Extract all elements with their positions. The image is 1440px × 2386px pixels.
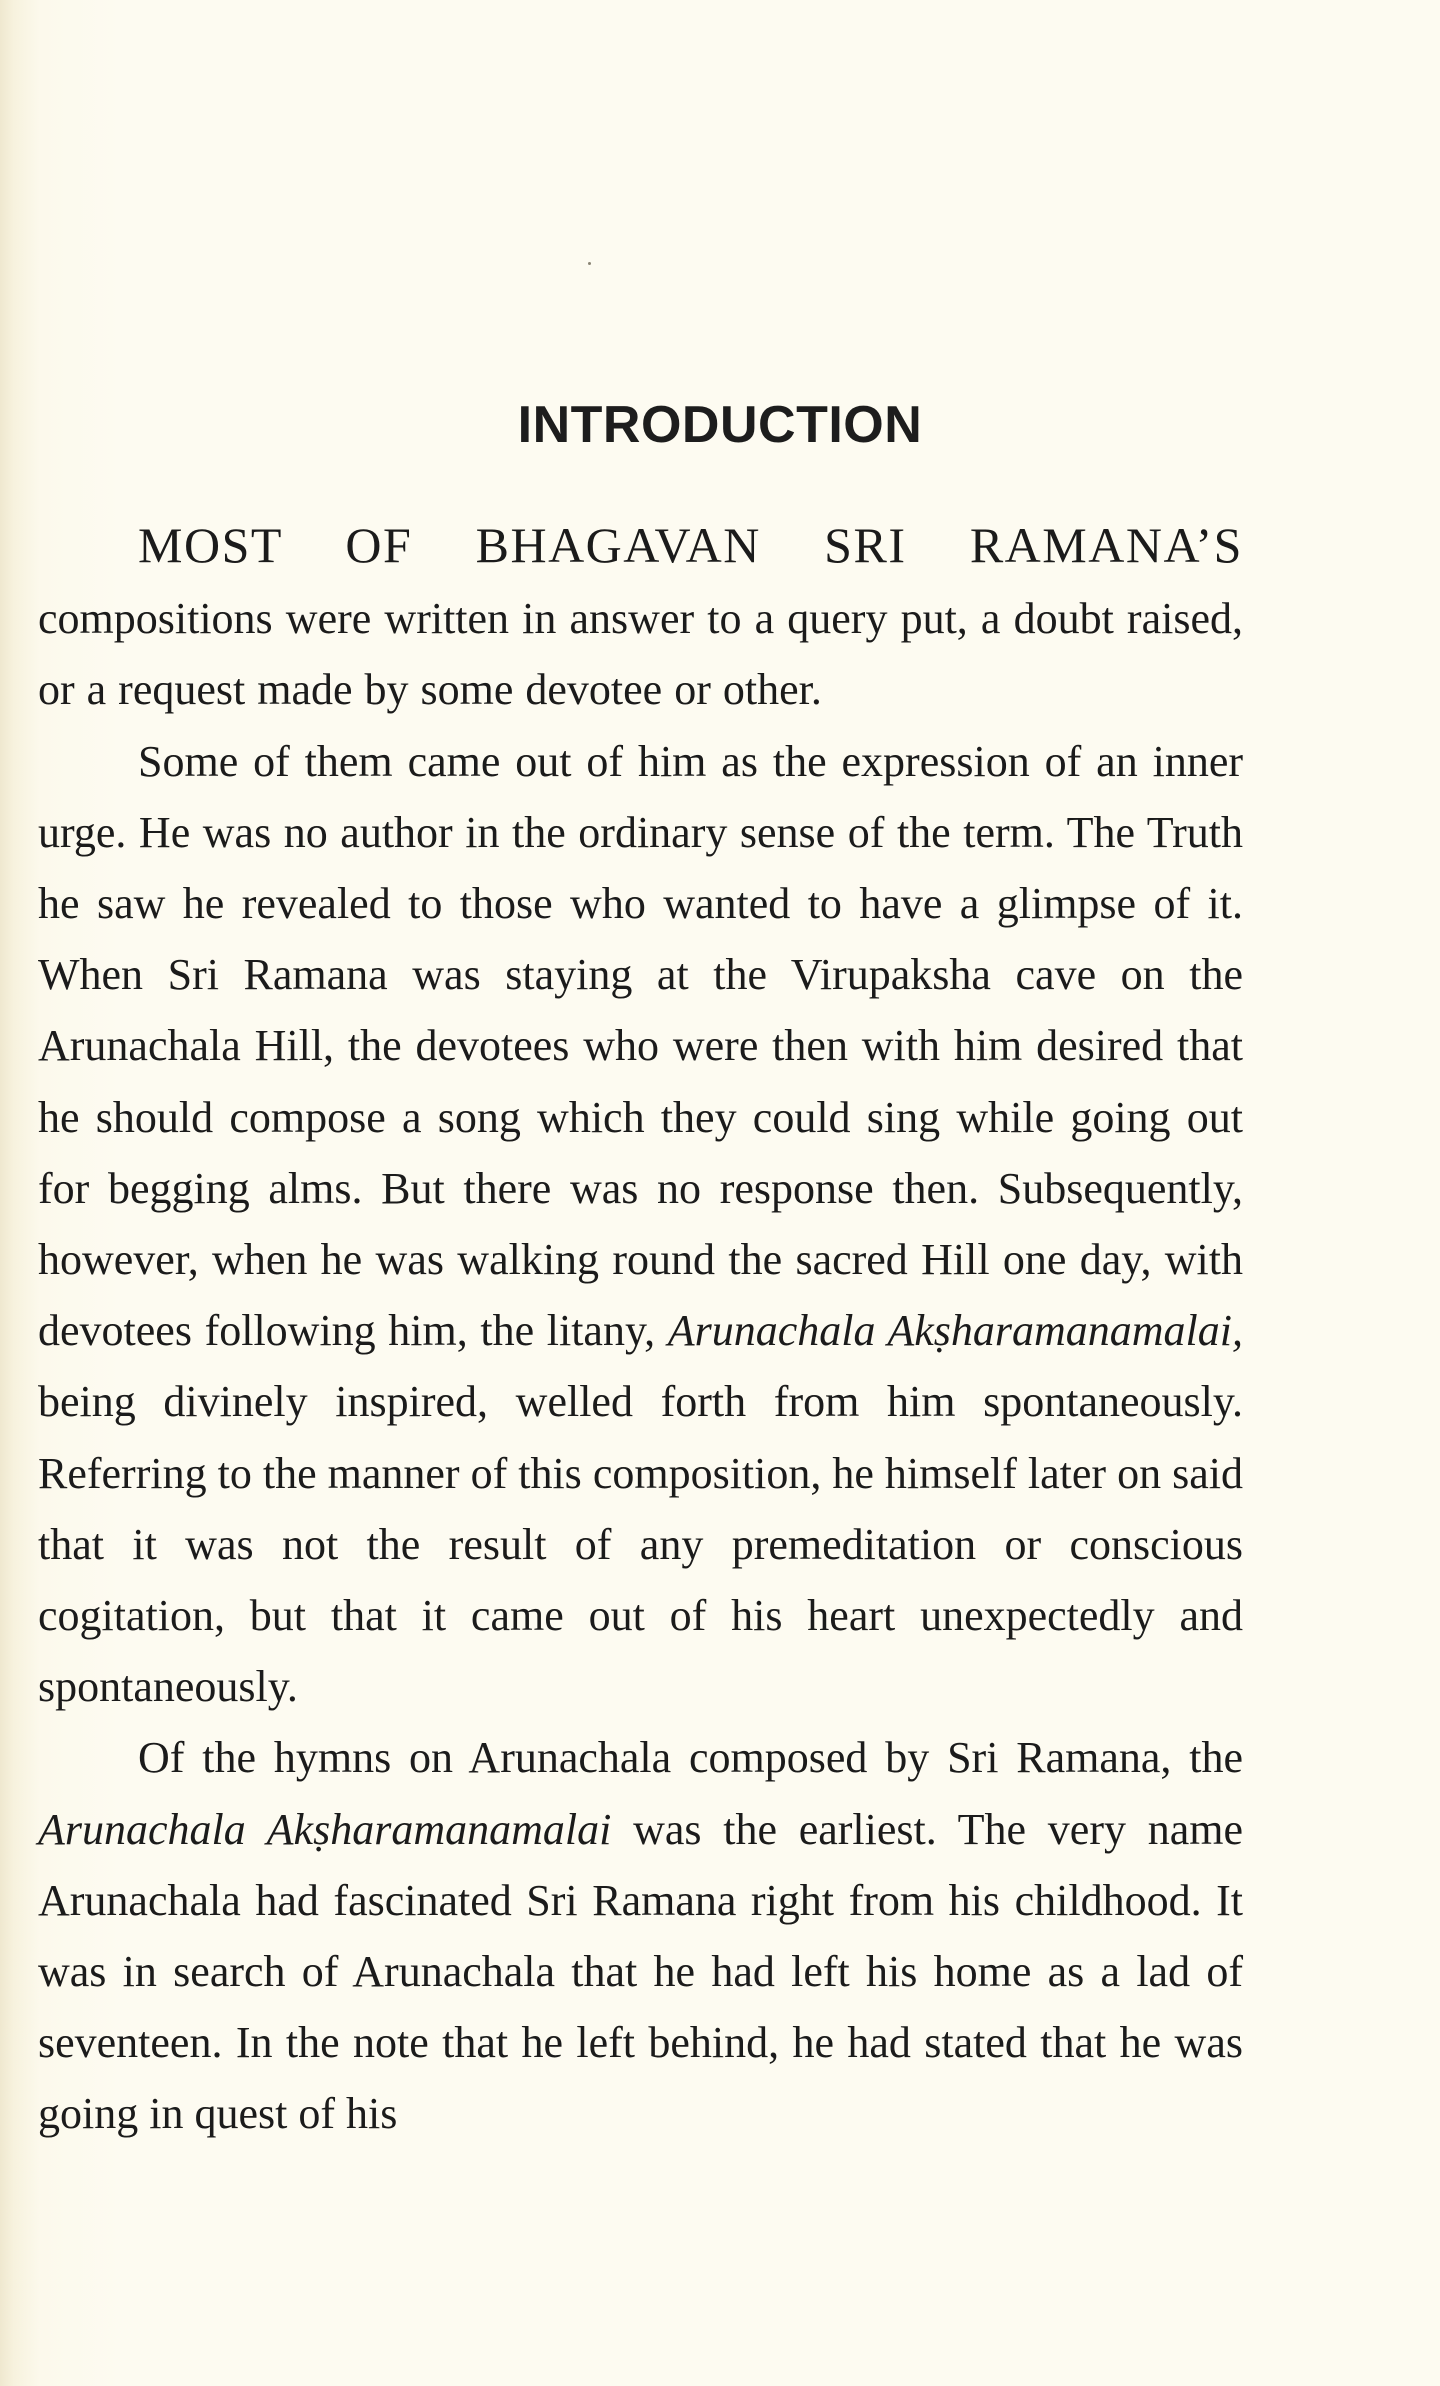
paragraph-3-text-a: Of the hymns on Arunachala composed by Sri Ramana, the [138,1733,1243,1783]
paragraph-2-title: Arunachala Akṣharamanamalai, [667,1306,1243,1356]
paragraph-3-title: Arunachala Akṣharamanamalai [38,1804,612,1854]
chapter-heading: INTRODUCTION [517,396,923,454]
paragraph-1-text: compositions were written in answer to a query put, a doubt raised, or a request made by some devotee or other. [38,594,1243,715]
paragraph-2-text-b: being divinely inspired, welled forth from him spontaneously. Referring to the manner of this composition, he himself later on said that it was not the result of any premeditation or conscious cogitation, but that it came out of his heart unexpectedly and spontaneously. [38,1377,1243,1712]
body-text [38,510,1243,2150]
paper-speck [588,262,591,265]
opening-caps: MOST OF BHAGAVAN SRI RAMANA’S [138,517,1243,573]
paragraph-2 [38,726,1243,1723]
paragraph-3 [38,1722,1243,2149]
paragraph-2-text-a: Some of them came out of him as the expression of an inner urge. He was no author in the ordinary sense of the term. The Truth he saw he revealed to those who wanted to have a glimpse of it. When Sri Ramana was staying at the Virupaksha cave on the Arunachala Hill, the devotees who were then with him desired that he should compose a song which they could sing while going out for begging alms. But there was no response then. Subsequently, however, when he was walking round the sacred Hill one day, with devotees following him, the litany, [38,736,1243,1356]
paragraph-3-text-b: was the earliest. The very name Arunachala had fascinated Sri Ramana right from his childhood. It was in search of Arunachala that he had left his home as a lad of seventeen. In the note that he left behind, he had stated that he was going in quest of his [38,1804,1244,2139]
paragraph-1 [38,510,1243,726]
